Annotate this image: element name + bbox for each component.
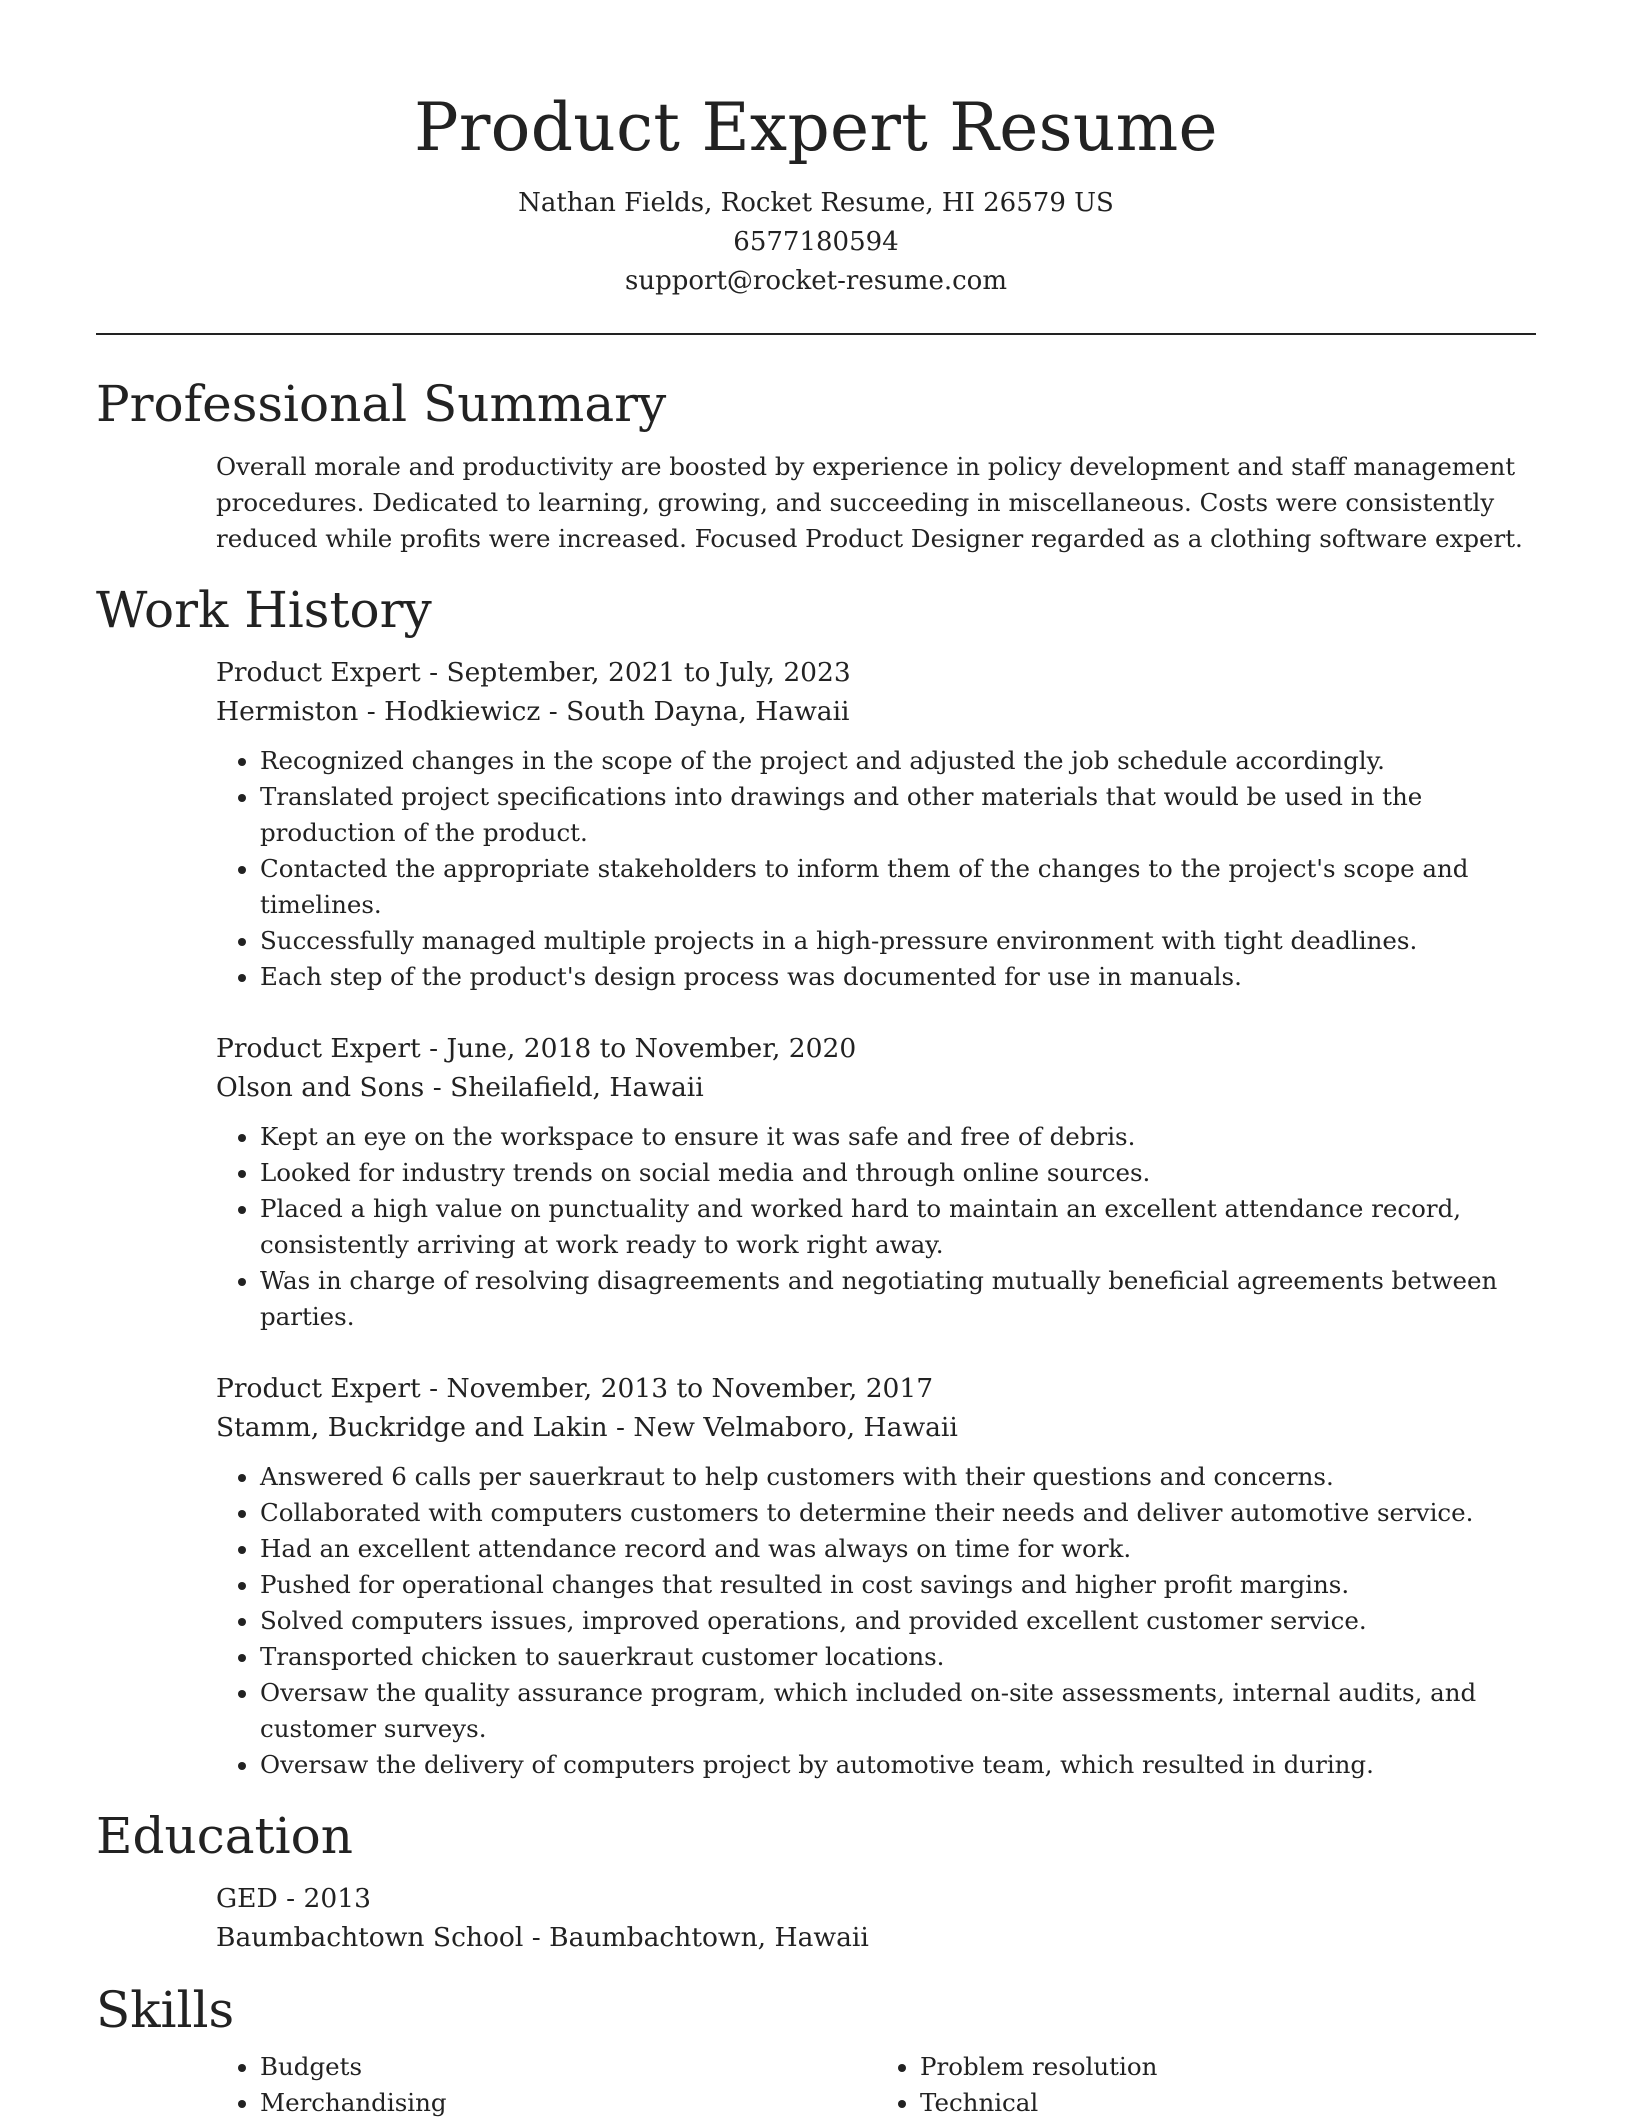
job-entry	[96, 653, 1536, 995]
resume-page	[96, 0, 1536, 2121]
job-title-line	[216, 1369, 1536, 1408]
skills-column-left	[216, 2049, 876, 2121]
education-degree: GED - 2013	[216, 1883, 372, 1914]
job-title: Product Expert	[216, 1033, 421, 1064]
job-bullets	[216, 1119, 1536, 1335]
education-heading: Education	[96, 1807, 353, 1865]
job-location: - South Dayna, Hawaii	[540, 696, 850, 727]
contact-block	[96, 184, 1536, 301]
education-section	[96, 1805, 1536, 1957]
job-company: Hermiston - Hodkiewicz	[216, 696, 541, 727]
list-item: • Each step of the product's design process was documented for use in manuals.	[260, 959, 1536, 995]
job-title: Product Expert	[216, 1373, 421, 1404]
list-item: • Was in charge of resolving disagreements and negotiating mutually beneficial agreements between parties.	[260, 1263, 1536, 1335]
job-company-line	[216, 1068, 1536, 1107]
list-item: • Merchandising	[260, 2085, 876, 2121]
education-location: - Baumbachtown, Hawaii	[523, 1922, 869, 1953]
contact-phone: 6577180594	[733, 227, 899, 257]
skills-heading: Skills	[96, 1981, 235, 2039]
job-title-line	[216, 1029, 1536, 1068]
list-item: • Looked for industry trends on social media and through online sources.	[260, 1155, 1536, 1191]
education-school: Baumbachtown School	[216, 1922, 524, 1953]
job-entry	[96, 1029, 1536, 1335]
list-item: • Problem resolution	[920, 2049, 1536, 2085]
job-bullets	[216, 1459, 1536, 1783]
list-item: • Pushed for operational changes that resulted in cost savings and higher profit margins.	[260, 1567, 1536, 1603]
list-item: • Technical	[920, 2085, 1536, 2121]
job-bullets	[216, 743, 1536, 995]
list-item: • Had an excellent attendance record and was always on time for work.	[260, 1531, 1536, 1567]
skills-column-right	[876, 2049, 1536, 2121]
job-location: - New Velmaboro, Hawaii	[607, 1412, 958, 1443]
list-item: • Contacted the appropriate stakeholders to inform them of the changes to the project's scope and timelines.	[260, 851, 1536, 923]
page-title: Product Expert Resume	[414, 89, 1218, 166]
summary-section	[96, 373, 1536, 557]
list-item: • Oversaw the delivery of computers project by automotive team, which resulted in during.	[260, 1747, 1536, 1783]
list-item: • Solved computers issues, improved operations, and provided excellent customer service.	[260, 1603, 1536, 1639]
education-school-line	[216, 1918, 1536, 1957]
list-item: • Oversaw the quality assurance program, which included on-site assessments, internal audits, and customer surveys.	[260, 1675, 1536, 1747]
work-history-heading: Work History	[96, 581, 432, 639]
list-item: • Recognized changes in the scope of the project and adjusted the job schedule accordingly.	[260, 743, 1536, 779]
list-item: • Kept an eye on the workspace to ensure it was safe and free of debris.	[260, 1119, 1536, 1155]
list-item: • Budgets	[260, 2049, 876, 2085]
job-entry	[96, 1369, 1536, 1783]
job-dates: - September, 2021 to July, 2023	[420, 657, 851, 688]
contact-email: support@rocket-resume.com	[624, 266, 1007, 296]
list-item: • Translated project specifications into drawings and other materials that would be used in the production of the product.	[260, 779, 1536, 851]
list-item: • Placed a high value on punctuality and worked hard to maintain an excellent attendance record, consistently arriving at work ready to work right away.	[260, 1191, 1536, 1263]
list-item: • Successfully managed multiple projects in a high-pressure environment with tight deadlines.	[260, 923, 1536, 959]
job-title: Product Expert	[216, 657, 421, 688]
summary-heading: Professional Summary	[96, 375, 667, 433]
job-location: - Sheilafield, Hawaii	[424, 1072, 704, 1103]
job-title-line	[216, 653, 1536, 692]
job-company: Olson and Sons	[216, 1072, 425, 1103]
contact-address: Nathan Fields, Rocket Resume, HI 26579 US	[518, 188, 1114, 218]
resume-header	[96, 0, 1536, 301]
list-item: • Collaborated with computers customers to determine their needs and deliver automotive service.	[260, 1495, 1536, 1531]
work-history-section	[96, 579, 1536, 1783]
header-divider	[96, 333, 1536, 335]
skills-section	[96, 1979, 1536, 2121]
job-company: Stamm, Buckridge and Lakin	[216, 1412, 608, 1443]
summary-text: Overall morale and productivity are boosted by experience in policy development and staff management procedures. Dedicated to learning, growing, and succeeding in miscellaneous. Costs were consistently reduced while profits were increased. Focused Product Designer regarded as a clothing software expert.	[216, 452, 1523, 553]
list-item: • Transported chicken to sauerkraut customer locations.	[260, 1639, 1536, 1675]
job-company-line	[216, 692, 1536, 731]
job-company-line	[216, 1408, 1536, 1447]
skills-columns	[216, 2041, 1536, 2121]
list-item: • Answered 6 calls per sauerkraut to help customers with their questions and concerns.	[260, 1459, 1536, 1495]
job-dates: - November, 2013 to November, 2017	[420, 1373, 934, 1404]
job-dates: - June, 2018 to November, 2020	[420, 1033, 857, 1064]
